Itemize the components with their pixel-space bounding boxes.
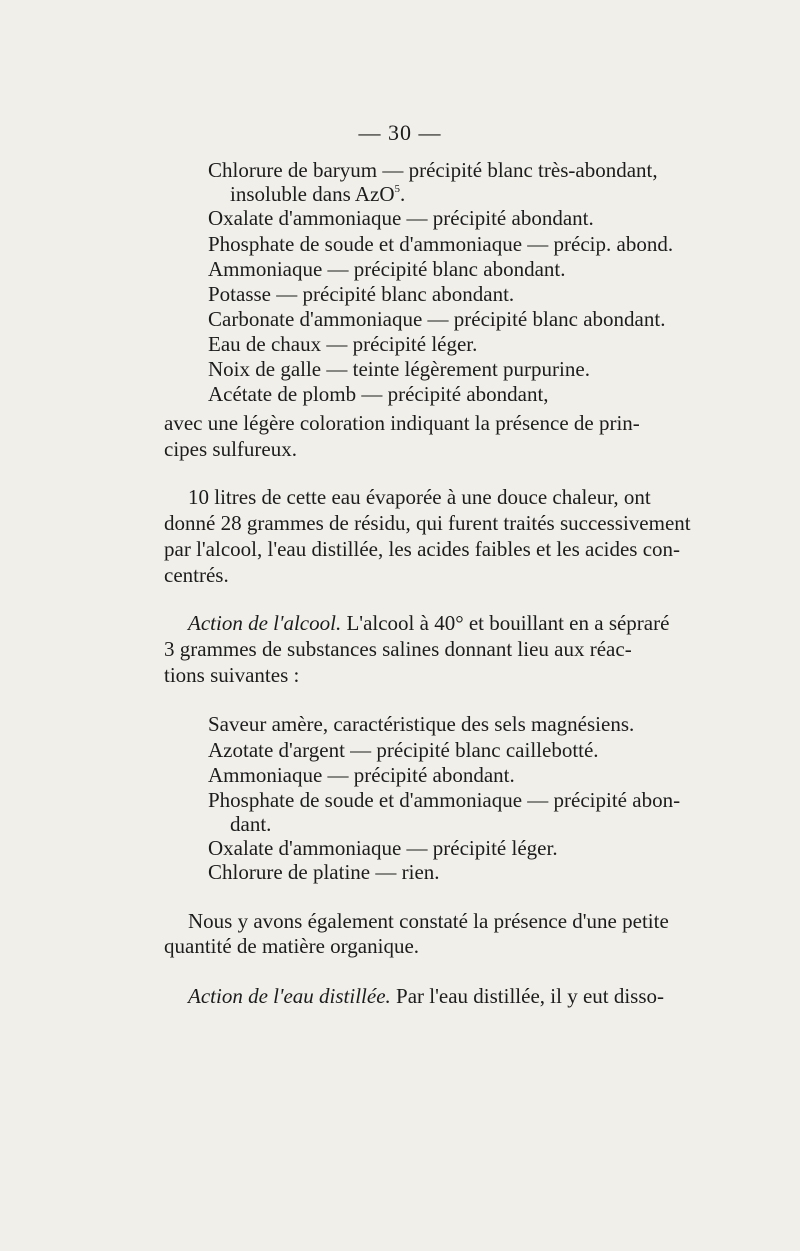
list-item: Noix de galle — teinte légèrement purpurine. <box>208 357 590 381</box>
list-item: Oxalate d'ammoniaque — précipité abondant. <box>208 206 594 230</box>
section-lead: Action de l'alcool. <box>188 611 342 635</box>
paragraph-line: Nous y avons également constaté la présence d'une petite <box>188 909 669 933</box>
list-item: Ammoniaque — précipité abondant. <box>208 763 515 787</box>
list-item: Acétate de plomb — précipité abondant, <box>208 382 549 406</box>
list-item: Ammoniaque — précipité blanc abondant. <box>208 257 566 281</box>
list-item: Carbonate d'ammoniaque — précipité blanc abondant. <box>208 307 666 331</box>
page-number: — 30 — <box>358 120 442 145</box>
paragraph-line: cipes sulfureux. <box>164 437 297 461</box>
section-lead: Action de l'eau distillée. <box>188 984 391 1008</box>
list-item-continuation: insoluble dans AzO$^5$. <box>230 182 406 206</box>
list-item: Saveur amère, caractéristique des sels magnésiens. <box>208 712 635 736</box>
list-item: Eau de chaux — précipité léger. <box>208 332 478 356</box>
paragraph-line: 3 grammes de substances salines donnant lieu aux réac- <box>164 637 632 661</box>
list-item: Chlorure de platine — rien. <box>208 860 440 884</box>
list-item: Chlorure de baryum — précipité blanc très-abondant, <box>208 158 658 182</box>
list-item: Azotate d'argent — précipité blanc caillebotté. <box>208 738 599 762</box>
paragraph-line: Action de l'eau distillée. Par l'eau distillée, il y eut disso- <box>188 984 665 1008</box>
paragraph-line: avec une légère coloration indiquant la présence de prin- <box>164 411 640 435</box>
list-item: Phosphate de soude et d'ammoniaque — précip. abond. <box>208 232 674 256</box>
list-item-continuation: dant. <box>230 812 272 836</box>
paragraph-line: Action de l'alcool. L'alcool à 40° et bouillant en a sépraré <box>188 611 670 635</box>
paragraph-line: quantité de matière organique. <box>164 934 420 958</box>
paragraph-line: donné 28 grammes de résidu, qui furent traités successivement <box>164 511 691 535</box>
paragraph-line: tions suivantes : <box>164 663 300 687</box>
list-item: Phosphate de soude et d'ammoniaque — précipité abon- <box>208 788 681 812</box>
list-item: Potasse — précipité blanc abondant. <box>208 282 515 306</box>
paragraph-line: centrés. <box>164 563 229 587</box>
paragraph-line: 10 litres de cette eau évaporée à une douce chaleur, ont <box>188 485 651 509</box>
paragraph-line: par l'alcool, l'eau distillée, les acides faibles et les acides con- <box>164 537 681 561</box>
list-item: Oxalate d'ammoniaque — précipité léger. <box>208 836 558 860</box>
